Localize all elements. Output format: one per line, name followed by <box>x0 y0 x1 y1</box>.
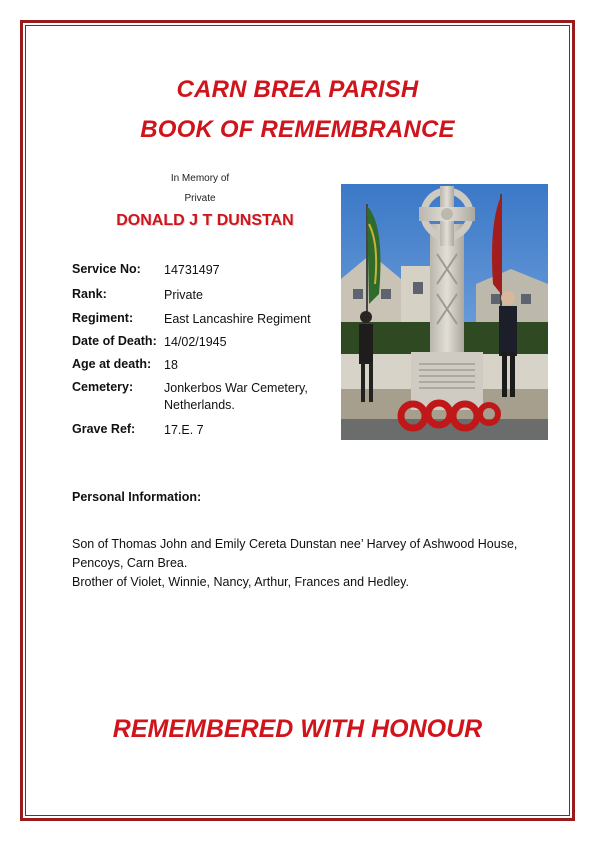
parish-title: CARN BREA PARISH <box>176 76 419 103</box>
detail-value: Private <box>164 288 203 302</box>
in-memory-label: In Memory of <box>170 173 230 184</box>
detail-label: Date of Death: <box>72 334 157 348</box>
detail-value: 14731497 <box>164 263 220 277</box>
remembered-footer: REMEMBERED WITH HONOUR <box>112 715 483 743</box>
detail-label: Regiment: <box>72 311 134 325</box>
personal-info-heading: Personal Information: <box>72 490 202 504</box>
detail-value: 17.E. 7 <box>164 423 204 437</box>
personal-info-parents: Son of Thomas John and Emily Cereta Dunstan nee’ Harvey of Ashwood House, Pencoys, Carn Brea. <box>72 537 518 570</box>
detail-label: Service No: <box>72 262 141 276</box>
memorial-photo <box>341 184 548 440</box>
detail-value: 18 <box>164 358 178 372</box>
detail-value: Jonkerbos War Cemetery, Netherlands. <box>164 381 308 412</box>
detail-label: Age at death: <box>72 357 152 371</box>
personal-info-siblings: Brother of Violet, Winnie, Nancy, Arthur, Frances and Hedley. <box>72 575 409 589</box>
soldier-name: DONALD J T DUNSTAN <box>116 212 294 229</box>
detail-label: Grave Ref: <box>72 422 136 436</box>
detail-label: Cemetery: <box>72 380 134 394</box>
book-title: BOOK OF REMEMBRANCE <box>140 116 455 143</box>
detail-value: East Lancashire Regiment <box>164 312 311 326</box>
detail-value: 14/02/1945 <box>164 335 227 349</box>
rank-small-label: Private <box>184 193 216 204</box>
detail-label: Rank: <box>72 287 107 301</box>
